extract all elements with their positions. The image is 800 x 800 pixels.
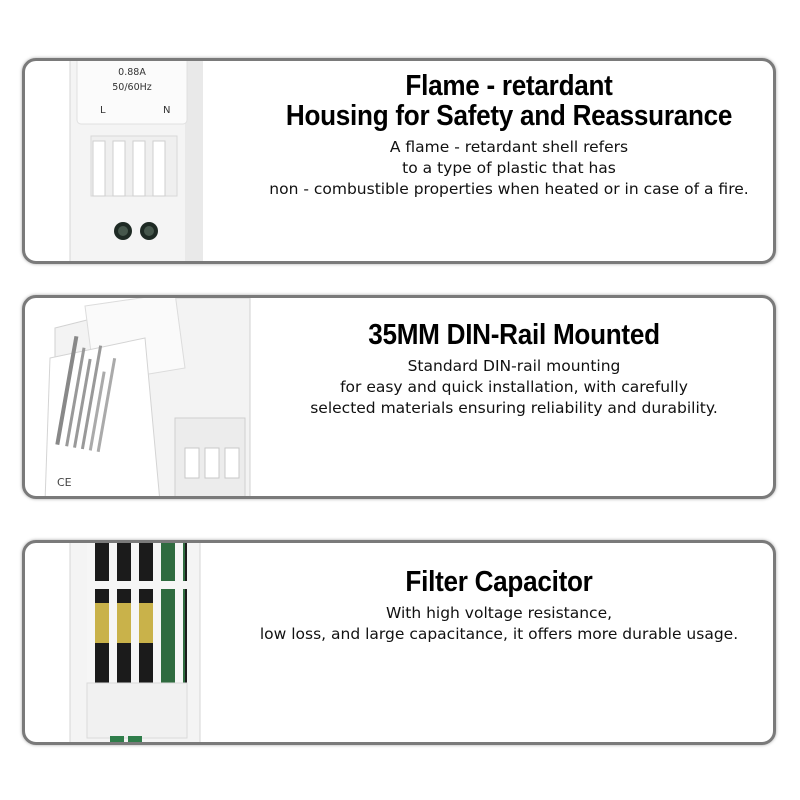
product-photo-top <box>25 61 265 261</box>
description-line: selected materials ensuring reliability and durability. <box>310 399 718 417</box>
feature-description <box>255 356 773 419</box>
ce-mark: CE <box>57 476 72 489</box>
description-line: low loss, and large capacitance, it offers more durable usage. <box>259 625 739 643</box>
title-line: 35MM DIN-Rail Mounted <box>368 319 660 351</box>
label-current: 0.88A <box>118 67 146 78</box>
description-line: A flame - retardant shell refers <box>389 138 629 156</box>
feature-panel-flame-retardant <box>22 58 776 264</box>
title-line: Housing for Safety and Reassurance <box>285 100 733 132</box>
product-photo-side <box>25 298 265 496</box>
feature-title <box>252 567 745 597</box>
feature-description <box>225 603 773 645</box>
label-frequency: 50/60Hz <box>112 82 152 93</box>
title-line: Flame - retardant <box>405 70 613 102</box>
description-line: for easy and quick installation, with carefully <box>340 378 688 396</box>
description-line: non - combustible properties when heated or in case of a fire. <box>269 180 749 198</box>
feature-text-flame <box>245 71 773 200</box>
feature-description <box>245 137 773 200</box>
terminal-label-n: N <box>163 105 171 116</box>
feature-panel-din-rail <box>22 295 776 499</box>
feature-text-din-rail <box>255 320 773 419</box>
feature-panel-filter-capacitor <box>22 540 776 745</box>
description-line: With high voltage resistance, <box>385 604 613 622</box>
feature-title <box>271 71 746 131</box>
description-line: Standard DIN-rail mounting <box>407 357 621 375</box>
description-line: to a type of plastic that has <box>402 159 616 177</box>
feature-title <box>281 320 747 350</box>
feature-text-capacitor <box>225 567 773 645</box>
terminal-label-l: L <box>100 105 106 116</box>
title-line: Filter Capacitor <box>405 566 593 598</box>
